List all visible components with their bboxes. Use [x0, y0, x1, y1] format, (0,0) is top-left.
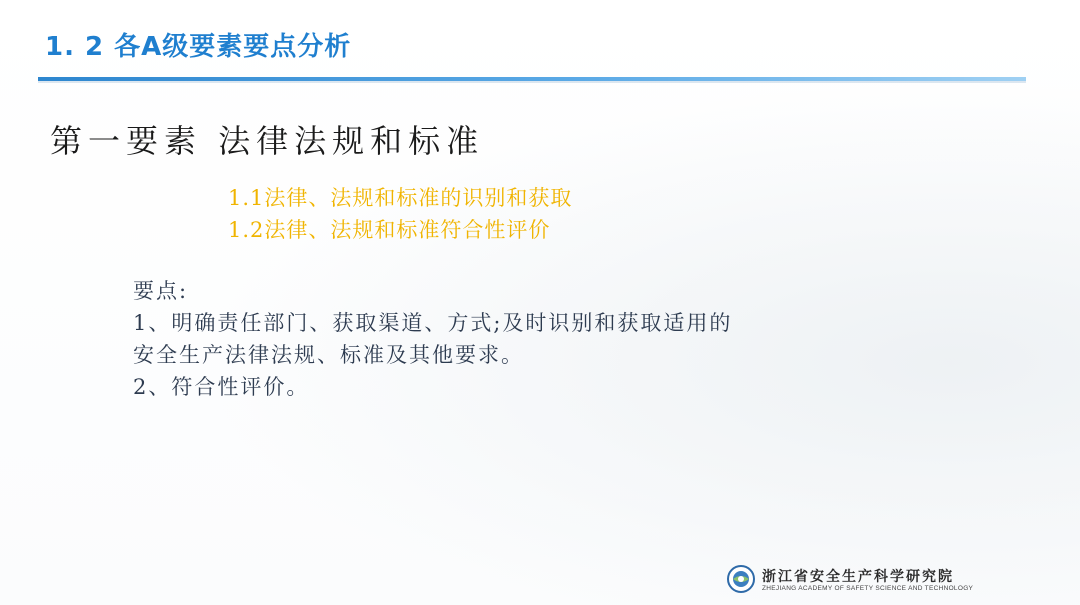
institute-emblem-icon	[727, 565, 755, 593]
title-divider-shadow	[38, 81, 1026, 83]
key-points	[133, 275, 732, 403]
key-point-line: 安全生产法律法规、标准及其他要求。	[133, 343, 524, 367]
key-point-line: 2、符合性评价。	[133, 375, 310, 399]
element-heading: 第一要素 法律法规和标准	[50, 122, 485, 160]
sub-item: 1.1法律、法规和标准的识别和获取	[228, 186, 573, 210]
page-title: 1. 2 各A级要素要点分析	[45, 32, 352, 62]
sub-item: 1.2法律、法规和标准符合性评价	[228, 218, 551, 242]
footer-org-name: 浙江省安全生产科学研究院	[762, 569, 954, 585]
footer-org-name-en: ZHEJIANG ACADEMY OF SAFETY SCIENCE AND TECHNOLOGY	[762, 585, 974, 592]
key-points-label: 要点:	[133, 279, 189, 303]
sub-item-list	[228, 182, 572, 246]
key-point-line: 1、明确责任部门、获取渠道、方式;及时识别和获取适用的	[133, 311, 733, 335]
